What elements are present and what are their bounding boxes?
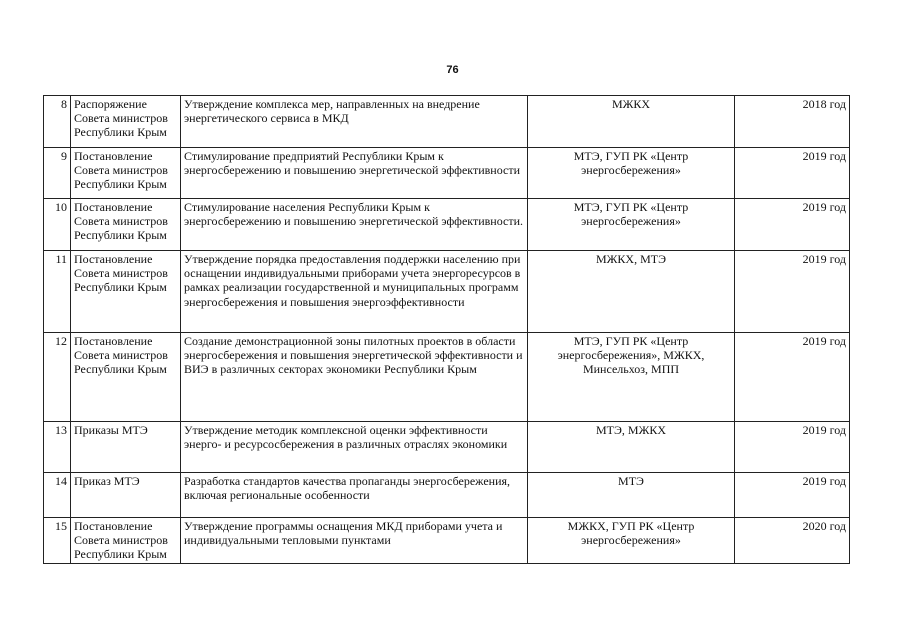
row-number: 11 xyxy=(44,251,71,333)
responsible-cell: МЖКХ, МТЭ xyxy=(528,251,735,333)
description-cell: Создание демонстрационной зоны пилотных проектов в области энергосбережения и повышения энергетической эффективности и ВИЭ в различных секторах экономики Республики Крым xyxy=(181,333,528,422)
deadline-cell: 2020 год xyxy=(735,518,850,564)
description-cell: Утверждение методик комплексной оценки эффективности энерго- и ресурсосбережения в различных отраслях экономики xyxy=(181,422,528,473)
document-type-cell: Постановление Совета министров Республики Крым xyxy=(71,251,181,333)
document-type-cell: Постановление Совета министров Республики Крым xyxy=(71,148,181,199)
responsible-cell: МЖКХ, ГУП РК «Центр энергосбережения» xyxy=(528,518,735,564)
deadline-cell: 2019 год xyxy=(735,422,850,473)
row-number: 15 xyxy=(44,518,71,564)
table-row xyxy=(44,473,850,518)
table-row xyxy=(44,422,850,473)
responsible-cell: МТЭ, ГУП РК «Центр энергосбережения», МЖКХ, Минсельхоз, МПП xyxy=(528,333,735,422)
responsible-cell: МТЭ, ГУП РК «Центр энергосбережения» xyxy=(528,199,735,251)
deadline-cell: 2019 год xyxy=(735,333,850,422)
deadline-cell: 2019 год xyxy=(735,251,850,333)
row-number: 8 xyxy=(44,96,71,148)
description-cell: Утверждение порядка предоставления поддержки населению при оснащении индивидуальными приборами учета энергоресурсов в рамках реализации государственной и муниципальных программ энергосбережения и повышения энергоэффективности xyxy=(181,251,528,333)
description-cell: Стимулирование предприятий Республики Крым к энергосбережению и повышению энергетической эффективности xyxy=(181,148,528,199)
page-number: 76 xyxy=(446,64,459,76)
responsible-cell: МЖКХ xyxy=(528,96,735,148)
document-type-cell: Постановление Совета министров Республики Крым xyxy=(71,518,181,564)
document-type-cell: Приказ МТЭ xyxy=(71,473,181,518)
description-cell: Утверждение программы оснащения МКД приборами учета и индивидуальными тепловыми пунктами xyxy=(181,518,528,564)
description-cell: Утверждение комплекса мер, направленных на внедрение энергетического сервиса в МКД xyxy=(181,96,528,148)
description-cell: Стимулирование населения Республики Крым к энергосбережению и повышению энергетической эффективности. xyxy=(181,199,528,251)
table-row xyxy=(44,333,850,422)
description-cell: Разработка стандартов качества пропаганды энергосбережения, включая региональные особенности xyxy=(181,473,528,518)
row-number: 14 xyxy=(44,473,71,518)
row-number: 9 xyxy=(44,148,71,199)
deadline-cell: 2019 год xyxy=(735,199,850,251)
row-number: 12 xyxy=(44,333,71,422)
deadline-cell: 2019 год xyxy=(735,148,850,199)
table-row xyxy=(44,148,850,199)
deadline-cell: 2019 год xyxy=(735,473,850,518)
row-number: 13 xyxy=(44,422,71,473)
table-row xyxy=(44,199,850,251)
deadline-cell: 2018 год xyxy=(735,96,850,148)
responsible-cell: МТЭ, ГУП РК «Центр энергосбережения» xyxy=(528,148,735,199)
document-type-cell: Распоряжение Совета министров Республики Крым xyxy=(71,96,181,148)
table-row xyxy=(44,518,850,564)
document-type-cell: Постановление Совета министров Республики Крым xyxy=(71,333,181,422)
table-row xyxy=(44,96,850,148)
row-number: 10 xyxy=(44,199,71,251)
responsible-cell: МТЭ xyxy=(528,473,735,518)
responsible-cell: МТЭ, МЖКХ xyxy=(528,422,735,473)
document-type-cell: Приказы МТЭ xyxy=(71,422,181,473)
table-row xyxy=(44,251,850,333)
document-type-cell: Постановление Совета министров Республики Крым xyxy=(71,199,181,251)
measures-table xyxy=(43,95,850,564)
